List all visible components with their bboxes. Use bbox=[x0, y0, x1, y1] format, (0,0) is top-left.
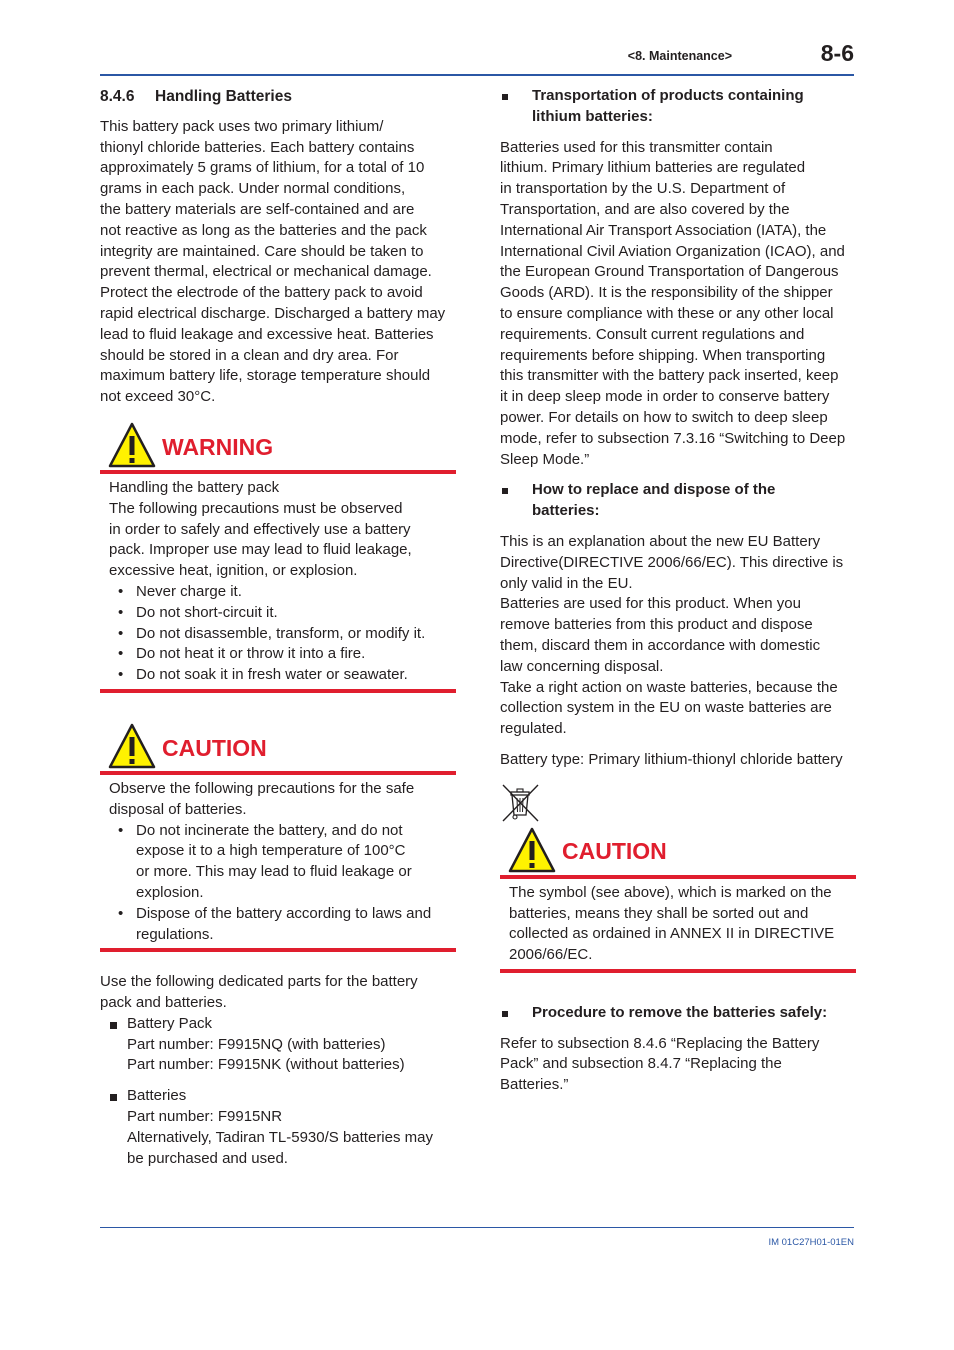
caution-bullet-line: explosion. bbox=[136, 883, 204, 901]
warning-header bbox=[100, 420, 456, 474]
caution-header-2 bbox=[500, 825, 856, 879]
remove-heading-line: Procedure to remove the batteries safely: bbox=[532, 1003, 828, 1021]
transport-line: lithium. Primary lithium batteries are regulated bbox=[500, 159, 806, 177]
transport-heading bbox=[500, 86, 856, 128]
transport-line: Batteries used for this transmitter contain bbox=[500, 138, 773, 156]
transport-line: International Air Transport Association (IATA), the bbox=[500, 221, 827, 239]
transport-line: it in deep sleep mode in order to conserve battery bbox=[500, 388, 830, 406]
battery-type: Battery type: Primary lithium-thionyl chloride battery bbox=[500, 750, 843, 768]
transport-line: Sleep Mode.” bbox=[500, 450, 590, 468]
caution-body-2 bbox=[500, 879, 856, 973]
dispose-line: This is an explanation about the new EU Battery bbox=[500, 532, 821, 550]
intro-line: This battery pack uses two primary lithium/ bbox=[100, 117, 384, 135]
part-item-line: Alternatively, Tadiran TL-5930/S batteries may bbox=[127, 1128, 433, 1146]
dispose-line: collection system in the EU on waste batteries are bbox=[500, 699, 832, 717]
warning-line: The following precautions must be observed bbox=[109, 499, 403, 517]
warning-triangle-icon bbox=[108, 422, 156, 468]
crossed-out-wheelie-bin-icon bbox=[500, 783, 540, 823]
footer-doc-id: IM 01C27H01-01EN bbox=[768, 1237, 854, 1248]
transport-line: Transportation, and are also covered by the bbox=[500, 200, 790, 218]
caution-line: batteries, means they shall be sorted out and bbox=[509, 904, 809, 922]
intro-line: prevent thermal, electrical or mechanical damage. bbox=[100, 263, 432, 281]
transport-line: in transportation by the U.S. Department of bbox=[500, 180, 786, 198]
parts-intro-line: pack and batteries. bbox=[100, 994, 227, 1012]
dispose-line: regulated. bbox=[500, 720, 567, 738]
part-item-line: Batteries bbox=[127, 1087, 187, 1105]
dispose-heading-line: batteries: bbox=[532, 502, 600, 520]
header-rule bbox=[100, 74, 854, 76]
transport-line: this transmitter with the battery pack inserted, keep bbox=[500, 367, 839, 385]
intro-paragraph bbox=[100, 117, 456, 408]
transport-heading-line: lithium batteries: bbox=[532, 107, 653, 125]
intro-line: lead to fluid leakage and excessive heat. Batteries bbox=[100, 325, 434, 343]
dispose-line: Take a right action on waste batteries, because the bbox=[500, 678, 838, 696]
intro-line: grams in each pack. Under normal conditions, bbox=[100, 180, 406, 198]
warning-bullet: • Do not soak it in fresh water or seawater. bbox=[109, 665, 456, 686]
section-heading: Handling Batteries bbox=[155, 88, 292, 105]
intro-line: not exceed 30°C. bbox=[100, 388, 216, 406]
warning-bullet: • Do not heat it or throw it into a fire. bbox=[109, 644, 456, 665]
intro-line: approximately 5 grams of lithium, for a total of 10 bbox=[100, 159, 425, 177]
warning-body bbox=[100, 474, 456, 693]
dispose-paragraph bbox=[500, 532, 856, 740]
page-number: 8-6 bbox=[820, 40, 854, 66]
dispose-line: remove batteries from this product and dispose bbox=[500, 616, 813, 634]
transport-heading-line: Transportation of products containing bbox=[532, 87, 804, 104]
part-item bbox=[100, 1014, 456, 1076]
caution-line: disposal of batteries. bbox=[109, 800, 247, 818]
caution-bullet-line: • Do not incinerate the battery, and do not bbox=[136, 821, 403, 839]
transport-line: the European Ground Transportation of Dangerous bbox=[500, 263, 839, 281]
remove-line: Pack” and subsection 8.4.7 “Replacing the bbox=[500, 1055, 782, 1073]
warning-label: WARNING bbox=[162, 433, 274, 460]
part-item-line: Part number: F9915NQ (with batteries) bbox=[127, 1035, 386, 1053]
intro-line: should be stored in a clean and dry area. For bbox=[100, 346, 399, 364]
transport-line: requirements. Consult current regulations and bbox=[500, 325, 805, 343]
caution-label-2: CAUTION bbox=[562, 838, 667, 865]
section-number: 8.4.6 bbox=[100, 88, 135, 105]
dispose-heading-line: How to replace and dispose of the bbox=[532, 481, 776, 499]
caution-triangle-icon bbox=[108, 723, 156, 769]
dispose-line: Batteries are used for this product. When you bbox=[500, 595, 801, 613]
part-item bbox=[100, 1086, 456, 1169]
intro-line: not reactive as long as the batteries and the pack bbox=[100, 221, 427, 239]
intro-line: integrity are maintained. Care should be taken to bbox=[100, 242, 424, 260]
intro-line: rapid electrical discharge. Discharged a battery may bbox=[100, 304, 446, 322]
parts-intro-line: Use the following dedicated parts for the battery bbox=[100, 973, 418, 991]
caution-body bbox=[100, 775, 456, 952]
dispose-line: Directive(DIRECTIVE 2006/66/EC). This directive is bbox=[500, 553, 844, 571]
caution-label: CAUTION bbox=[162, 734, 267, 761]
caution-bullet-line: expose it to a high temperature of 100°C bbox=[136, 842, 406, 860]
left-column bbox=[100, 86, 456, 1169]
warning-line: in order to safely and effectively use a battery bbox=[109, 520, 411, 538]
parts-intro bbox=[100, 972, 456, 1014]
warning-line: Handling the battery pack bbox=[109, 478, 280, 496]
intro-line: maximum battery life, storage temperature should bbox=[100, 367, 431, 385]
transport-paragraph bbox=[500, 138, 856, 471]
dispose-line: them, discard them in accordance with domestic bbox=[500, 636, 821, 654]
part-item-line: Battery Pack bbox=[127, 1014, 213, 1032]
transport-line: Goods (ARD). It is the responsibility of the shipper bbox=[500, 284, 833, 302]
caution-line: 2006/66/EC. bbox=[509, 946, 593, 964]
warning-line: excessive heat, ignition, or explosion. bbox=[109, 562, 358, 580]
caution-bullet-line: • Dispose of the battery according to laws and bbox=[136, 904, 432, 922]
remove-paragraph bbox=[500, 1034, 856, 1096]
intro-line: Protect the electrode of the battery pack to avoid bbox=[100, 284, 423, 302]
caution-bullet-line: regulations. bbox=[136, 925, 214, 943]
dispose-line: only valid in the EU. bbox=[500, 574, 633, 592]
caution-line: collected as ordained in ANNEX II in DIRECTIVE bbox=[509, 925, 835, 943]
transport-line: power. For details on how to switch to deep sleep bbox=[500, 408, 828, 426]
dispose-line: law concerning disposal. bbox=[500, 657, 664, 675]
warning-bullet: • Never charge it. bbox=[109, 582, 456, 603]
header-chapter: <8. Maintenance> bbox=[627, 49, 732, 63]
section-title bbox=[100, 87, 456, 108]
caution-bullet bbox=[109, 821, 456, 904]
warning-bullet: • Do not disassemble, transform, or modify it. bbox=[109, 624, 456, 645]
part-item-line: Part number: F9915NK (without batteries) bbox=[127, 1056, 405, 1074]
transport-line: requirements before shipping. When transporting bbox=[500, 346, 826, 364]
caution-line: Observe the following precautions for the safe bbox=[109, 779, 415, 797]
remove-line: Refer to subsection 8.4.6 “Replacing the Battery bbox=[500, 1034, 820, 1052]
caution-bullet bbox=[109, 904, 456, 946]
caution-triangle-icon bbox=[508, 827, 556, 873]
caution-bullet-line: or more. This may lead to fluid leakage or bbox=[136, 863, 412, 881]
warning-bullet: • Do not short-circuit it. bbox=[109, 603, 456, 624]
dispose-heading bbox=[500, 480, 856, 522]
footer-rule bbox=[100, 1227, 854, 1228]
right-column bbox=[500, 86, 856, 1096]
transport-line: mode, refer to subsection 7.3.16 “Switching to Deep bbox=[500, 429, 846, 447]
transport-line: International Civil Aviation Organization (ICAO), and bbox=[500, 242, 845, 260]
part-item-line: be purchased and used. bbox=[127, 1149, 288, 1167]
caution-header bbox=[100, 721, 456, 775]
remove-line: Batteries.” bbox=[500, 1076, 569, 1094]
warning-line: pack. Improper use may lead to fluid leakage, bbox=[109, 541, 412, 559]
part-item-line: Part number: F9915NR bbox=[127, 1108, 283, 1126]
caution-line: The symbol (see above), which is marked on the bbox=[509, 883, 832, 901]
transport-line: to ensure compliance with these or any other local bbox=[500, 304, 834, 322]
intro-line: the battery materials are self-contained and are bbox=[100, 200, 415, 218]
intro-line: thionyl chloride batteries. Each battery contains bbox=[100, 138, 415, 156]
remove-heading bbox=[500, 1003, 856, 1024]
